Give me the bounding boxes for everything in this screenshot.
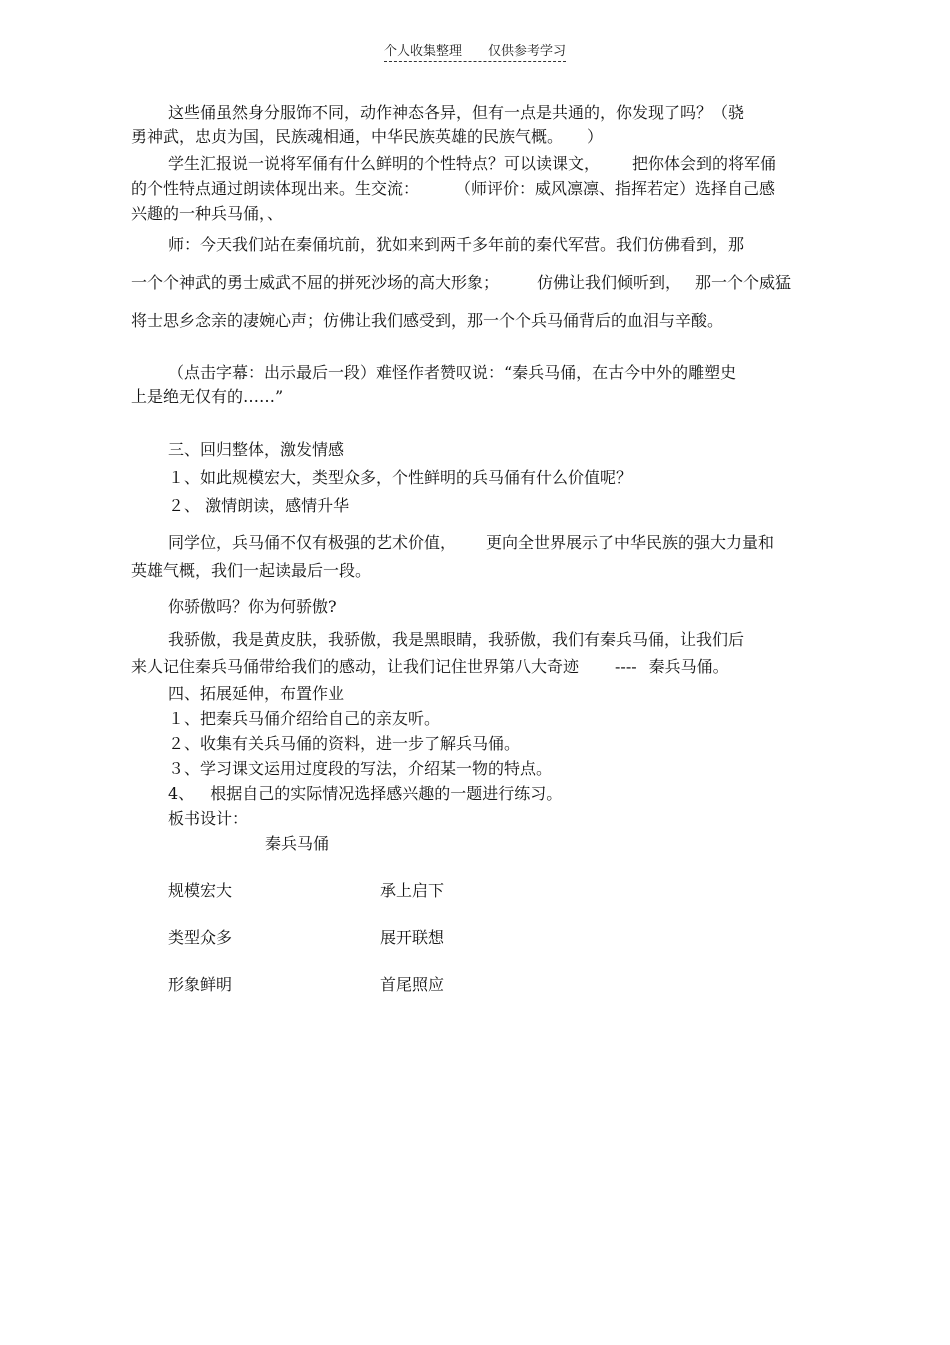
text-line: 师：今天我们站在秦俑坑前，犹如来到两千多年前的秦代军营。我们仿佛看到，那 <box>168 235 745 254</box>
list-item: １、如此规模宏大，类型众多，个性鲜明的兵马俑有什么价值呢？ <box>168 468 633 487</box>
text-line: 板书设计： <box>168 809 249 828</box>
header-left: 个人收集整理 <box>383 44 462 59</box>
text-line: 你骄傲吗？你为何骄傲? <box>168 597 337 616</box>
text-line: 我骄傲，我是黄皮肤，我骄傲，我是黑眼睛，我骄傲，我们有秦兵马俑，让我们后 <box>168 630 745 649</box>
board-right-item: 展开联想 <box>380 928 445 947</box>
text-line: 的个性特点通过朗读体现出来。生交流： （师评价：威风凛凛、指挥若定）选择自己感 <box>131 179 776 198</box>
header-text <box>384 40 566 62</box>
board-title: 秦兵马俑 <box>265 834 330 853</box>
text-line: 这些俑虽然身分服饰不同，动作神态各异，但有一点是共通的，你发现了吗？（骁 <box>168 103 745 122</box>
list-item: ２、 激情朗读，感情升华 <box>168 496 350 515</box>
section-heading: 三、回归整体，激发情感 <box>168 440 345 459</box>
list-item: ３、学习课文运用过度段的写法，介绍某一物的特点。 <box>168 759 553 778</box>
section-heading: 四、拓展延伸，布置作业 <box>168 684 345 703</box>
board-right-item: 承上启下 <box>380 881 445 900</box>
page-header <box>0 40 950 62</box>
text-line: 将士思乡念亲的凄婉心声；仿佛让我们感受到，那一个个兵马俑背后的血泪与辛酸。 <box>131 311 724 330</box>
list-item: ２、收集有关兵马俑的资料，进一步了解兵马俑。 <box>168 734 521 753</box>
board-left-item: 形象鲜明 <box>168 975 233 994</box>
text-line: （点击字幕：出示最后一段）难怪作者赞叹说：“秦兵马俑，在古今中外的雕塑史 <box>168 363 737 382</box>
board-left-item: 规模宏大 <box>168 881 233 900</box>
text-line: 英雄气概，我们一起读最后一段。 <box>131 561 372 580</box>
text-line: 兴趣的一种兵马俑，、 <box>131 204 284 223</box>
text-line: 学生汇报说一说将军俑有什么鲜明的个性特点？可以读课文， 把你体会到的将军俑 <box>168 154 777 173</box>
list-item: 4、 根据自己的实际情况选择感兴趣的一题进行练习。 <box>168 784 563 803</box>
board-left-item: 类型众多 <box>168 928 233 947</box>
text-line: 一个个神武的勇士威武不屈的拼死沙场的高大形象； 仿佛让我们倾听到， 那一个个威猛 <box>131 273 792 292</box>
list-item: １、把秦兵马俑介绍给自己的亲友听。 <box>168 709 441 728</box>
text-line: 上是绝无仅有的……” <box>131 387 284 406</box>
text-line: 同学位，兵马俑不仅有极强的艺术价值， 更向全世界展示了中华民族的强大力量和 <box>168 533 775 552</box>
header-right: 仅供参考学习 <box>488 44 567 59</box>
text-line: 来人记住秦兵马俑带给我们的感动，让我们记住世界第八大奇迹 ---- 秦兵马俑。 <box>131 657 729 676</box>
board-right-item: 首尾照应 <box>380 975 445 994</box>
text-line: 勇神武，忠贞为国，民族魂相通，中华民族英雄的民族气概。 ） <box>131 127 604 146</box>
